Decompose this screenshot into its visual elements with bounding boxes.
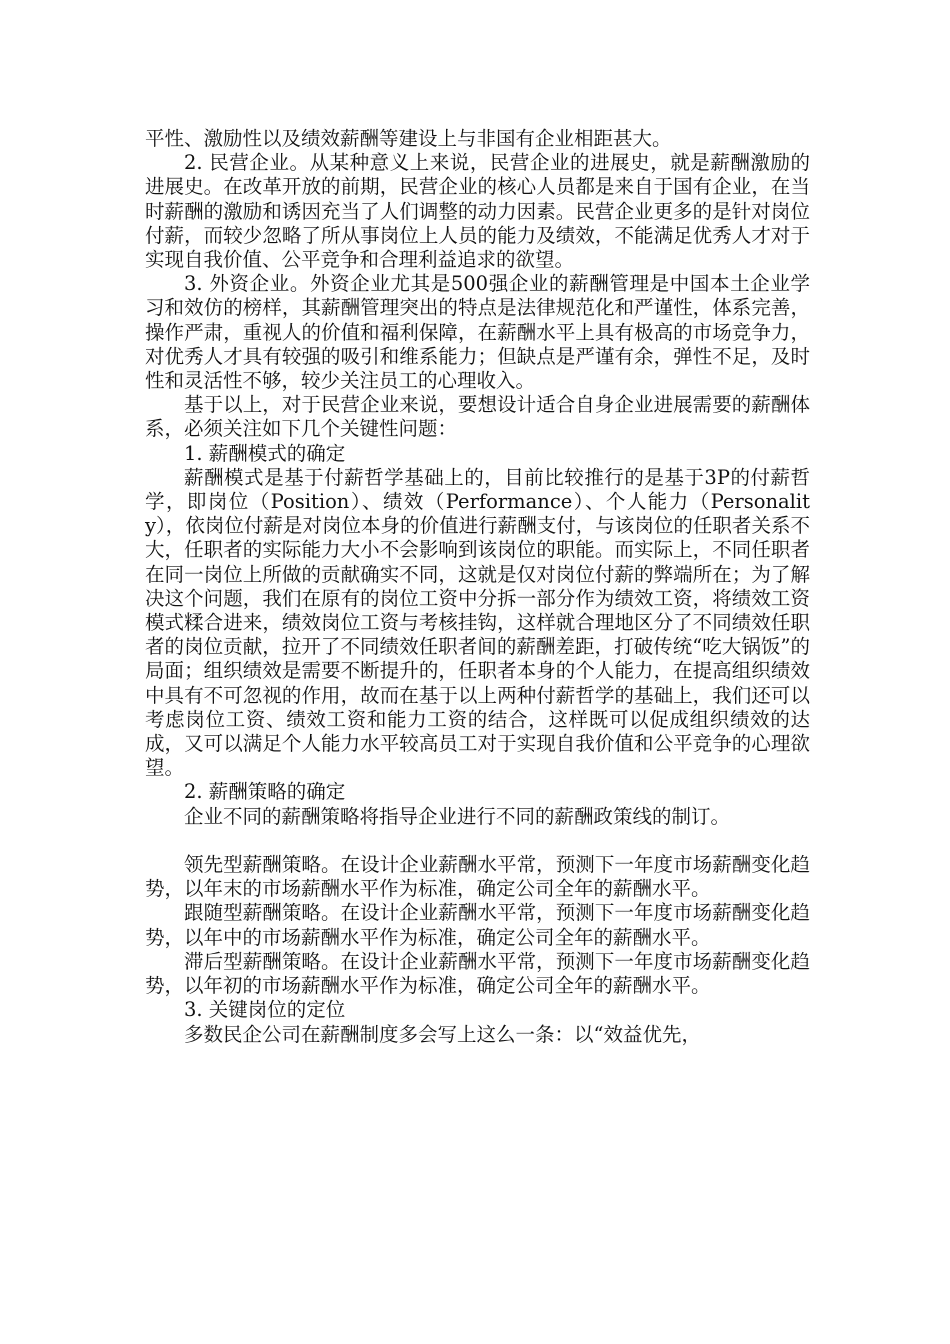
paragraph-key-position: 多数民企公司在薪酬制度多会写上这么一条：以“效益优先， — [184, 1022, 701, 1046]
heading-compensation-strategy: 2. 薪酬策略的确定 — [184, 780, 346, 804]
heading-compensation-model: 1. 薪酬模式的确定 — [184, 441, 346, 465]
heading-key-position: 3. 关键岗位的定位 — [184, 998, 346, 1022]
blank-line — [145, 829, 810, 853]
paragraph-following-strategy: 跟随型薪酬策略。在设计企业薪酬水平常，预测下一年度市场薪酬变化趋势，以年中的市场薪酬水平作为标准，确定公司全年的薪酬水平。 — [145, 901, 810, 949]
paragraph-lagging-strategy: 滞后型薪酬策略。在设计企业薪酬水平常，预测下一年度市场薪酬变化趋势，以年初的市场薪酬水平作为标准，确定公司全年的薪酬水平。 — [145, 949, 810, 998]
paragraph-continuation: 平性、激励性以及绩效薪酬等建设上与非国有企业相距甚大。 — [145, 127, 672, 150]
paragraph-strategy-intro: 企业不同的薪酬策略将指导企业进行不同的薪酬政策线的制订。 — [184, 804, 731, 828]
paragraph-private-enterprises: 2. 民营企业。从某种意义上来说，民营企业的进展史，就是薪酬激励的进展史。在改革开放的前期，民营企业的核心人员都是来自于国有企业，在当时薪酬的激励和诱因充当了人们调整的动力因素。民营企业更多的是针对岗位付薪，而较少忽略了所从事岗位上人员的能力及绩效，不能满足优秀人才对于实现自我价值、公平竞争和合理利益追求的欲望。 — [145, 151, 810, 272]
paragraph-key-issues-intro: 基于以上，对于民营企业来说，要想设计适合自身企业进展需要的薪酬体系，必须关注如下几个关键性问题： — [145, 393, 810, 441]
paragraph-foreign-enterprises: 3. 外资企业。外资企业尤其是500强企业的薪酬管理是中国本土企业学习和效仿的榜样，其薪酬管理突出的特点是法律规范化和严谨性，体系完善，操作严肃，重视人的价值和福利保障，在薪酬水平上具有极高的市场竞争力，对优秀人才具有较强的吸引和维系能力；但缺点是严谨有余，弹性不足，及时性和灵活性不够，较少关注员工的心理收入。 — [145, 272, 810, 393]
document-body — [145, 127, 810, 1047]
paragraph-compensation-model: 薪酬模式是基于付薪哲学基础上的，目前比较推行的是基于3P的付薪哲学，即岗位（Position）、绩效（Performance）、个人能力（Personality），依岗位付薪是对岗位本身的价值进行薪酬支付，与该岗位的任职者关系不大，任职者的实际能力大小不会影响到该岗位的职能。而实际上，不同任职者在同一岗位上所做的贡献确实不同，这就是仅对岗位付薪的弊端所在；为了解决这个问题，我们在原有的岗位工资中分拆一部分作为绩效工资，将绩效工资模式糅合进来，绩效岗位工资与考核挂钩，这样就合理地区分了不同绩效任职者的岗位贡献，拉开了不同绩效任职者间的薪酬差距，打破传统“吃大锅饭”的局面；组织绩效是需要不断提升的，任职者本身的个人能力，在提高组织绩效中具有不可忽视的作用，故而在基于以上两种付薪哲学的基础上，我们还可以考虑岗位工资、绩效工资和能力工资的结合，这样既可以促成组织绩效的达成，又可以满足个人能力水平较高员工对于实现自我价值和公平竞争的心理欲望。 — [145, 465, 810, 780]
paragraph-leading-strategy: 领先型薪酬策略。在设计企业薪酬水平常，预测下一年度市场薪酬变化趋势，以年末的市场薪酬水平作为标准，确定公司全年的薪酬水平。 — [145, 853, 810, 901]
